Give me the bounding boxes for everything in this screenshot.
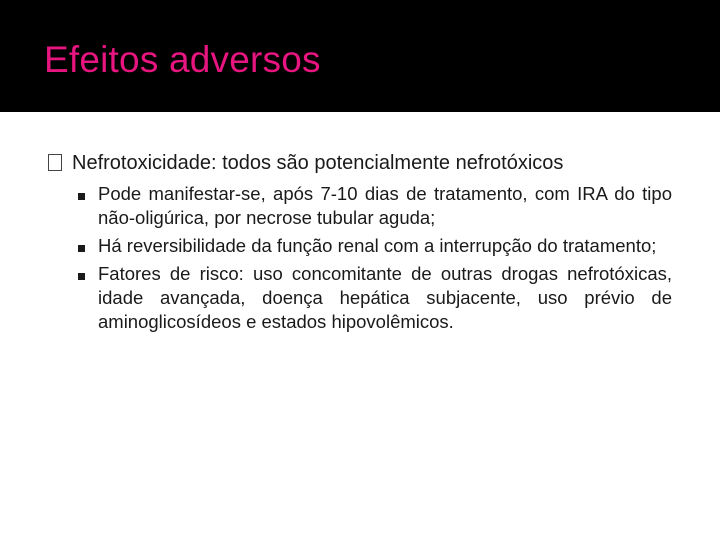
sub-bullet-item: [78, 262, 678, 334]
sub-bullet-item: [78, 182, 678, 230]
slide-title: Efeitos adversos: [44, 39, 321, 80]
sub-bullet-text: Fatores de risco: uso concomitante de outras drogas nefrotóxicas, idade avançada, doença hepática subjacente, uso prévio de aminoglicosídeos e estados hipovolêmicos.: [98, 263, 672, 332]
sub-bullet-text: Pode manifestar-se, após 7-10 dias de tratamento, com IRA do tipo não-oligúrica, por necrose tubular aguda;: [98, 183, 672, 228]
main-bullet-text: Nefrotoxicidade: todos são potencialmente nefrotóxicos: [72, 152, 564, 174]
square-bullet-icon: [78, 193, 85, 200]
square-bullet-icon: [78, 245, 85, 252]
square-bullet-icon: [78, 273, 85, 280]
sub-bullet-text: Há reversibilidade da função renal com a interrupção do tratamento;: [98, 235, 657, 256]
main-bullet: [48, 148, 678, 178]
checkbox-icon: [48, 154, 62, 171]
title-bar: [0, 0, 720, 112]
slide-content: [48, 148, 678, 338]
sub-bullet-list: [48, 182, 678, 334]
sub-bullet-item: [78, 234, 678, 258]
